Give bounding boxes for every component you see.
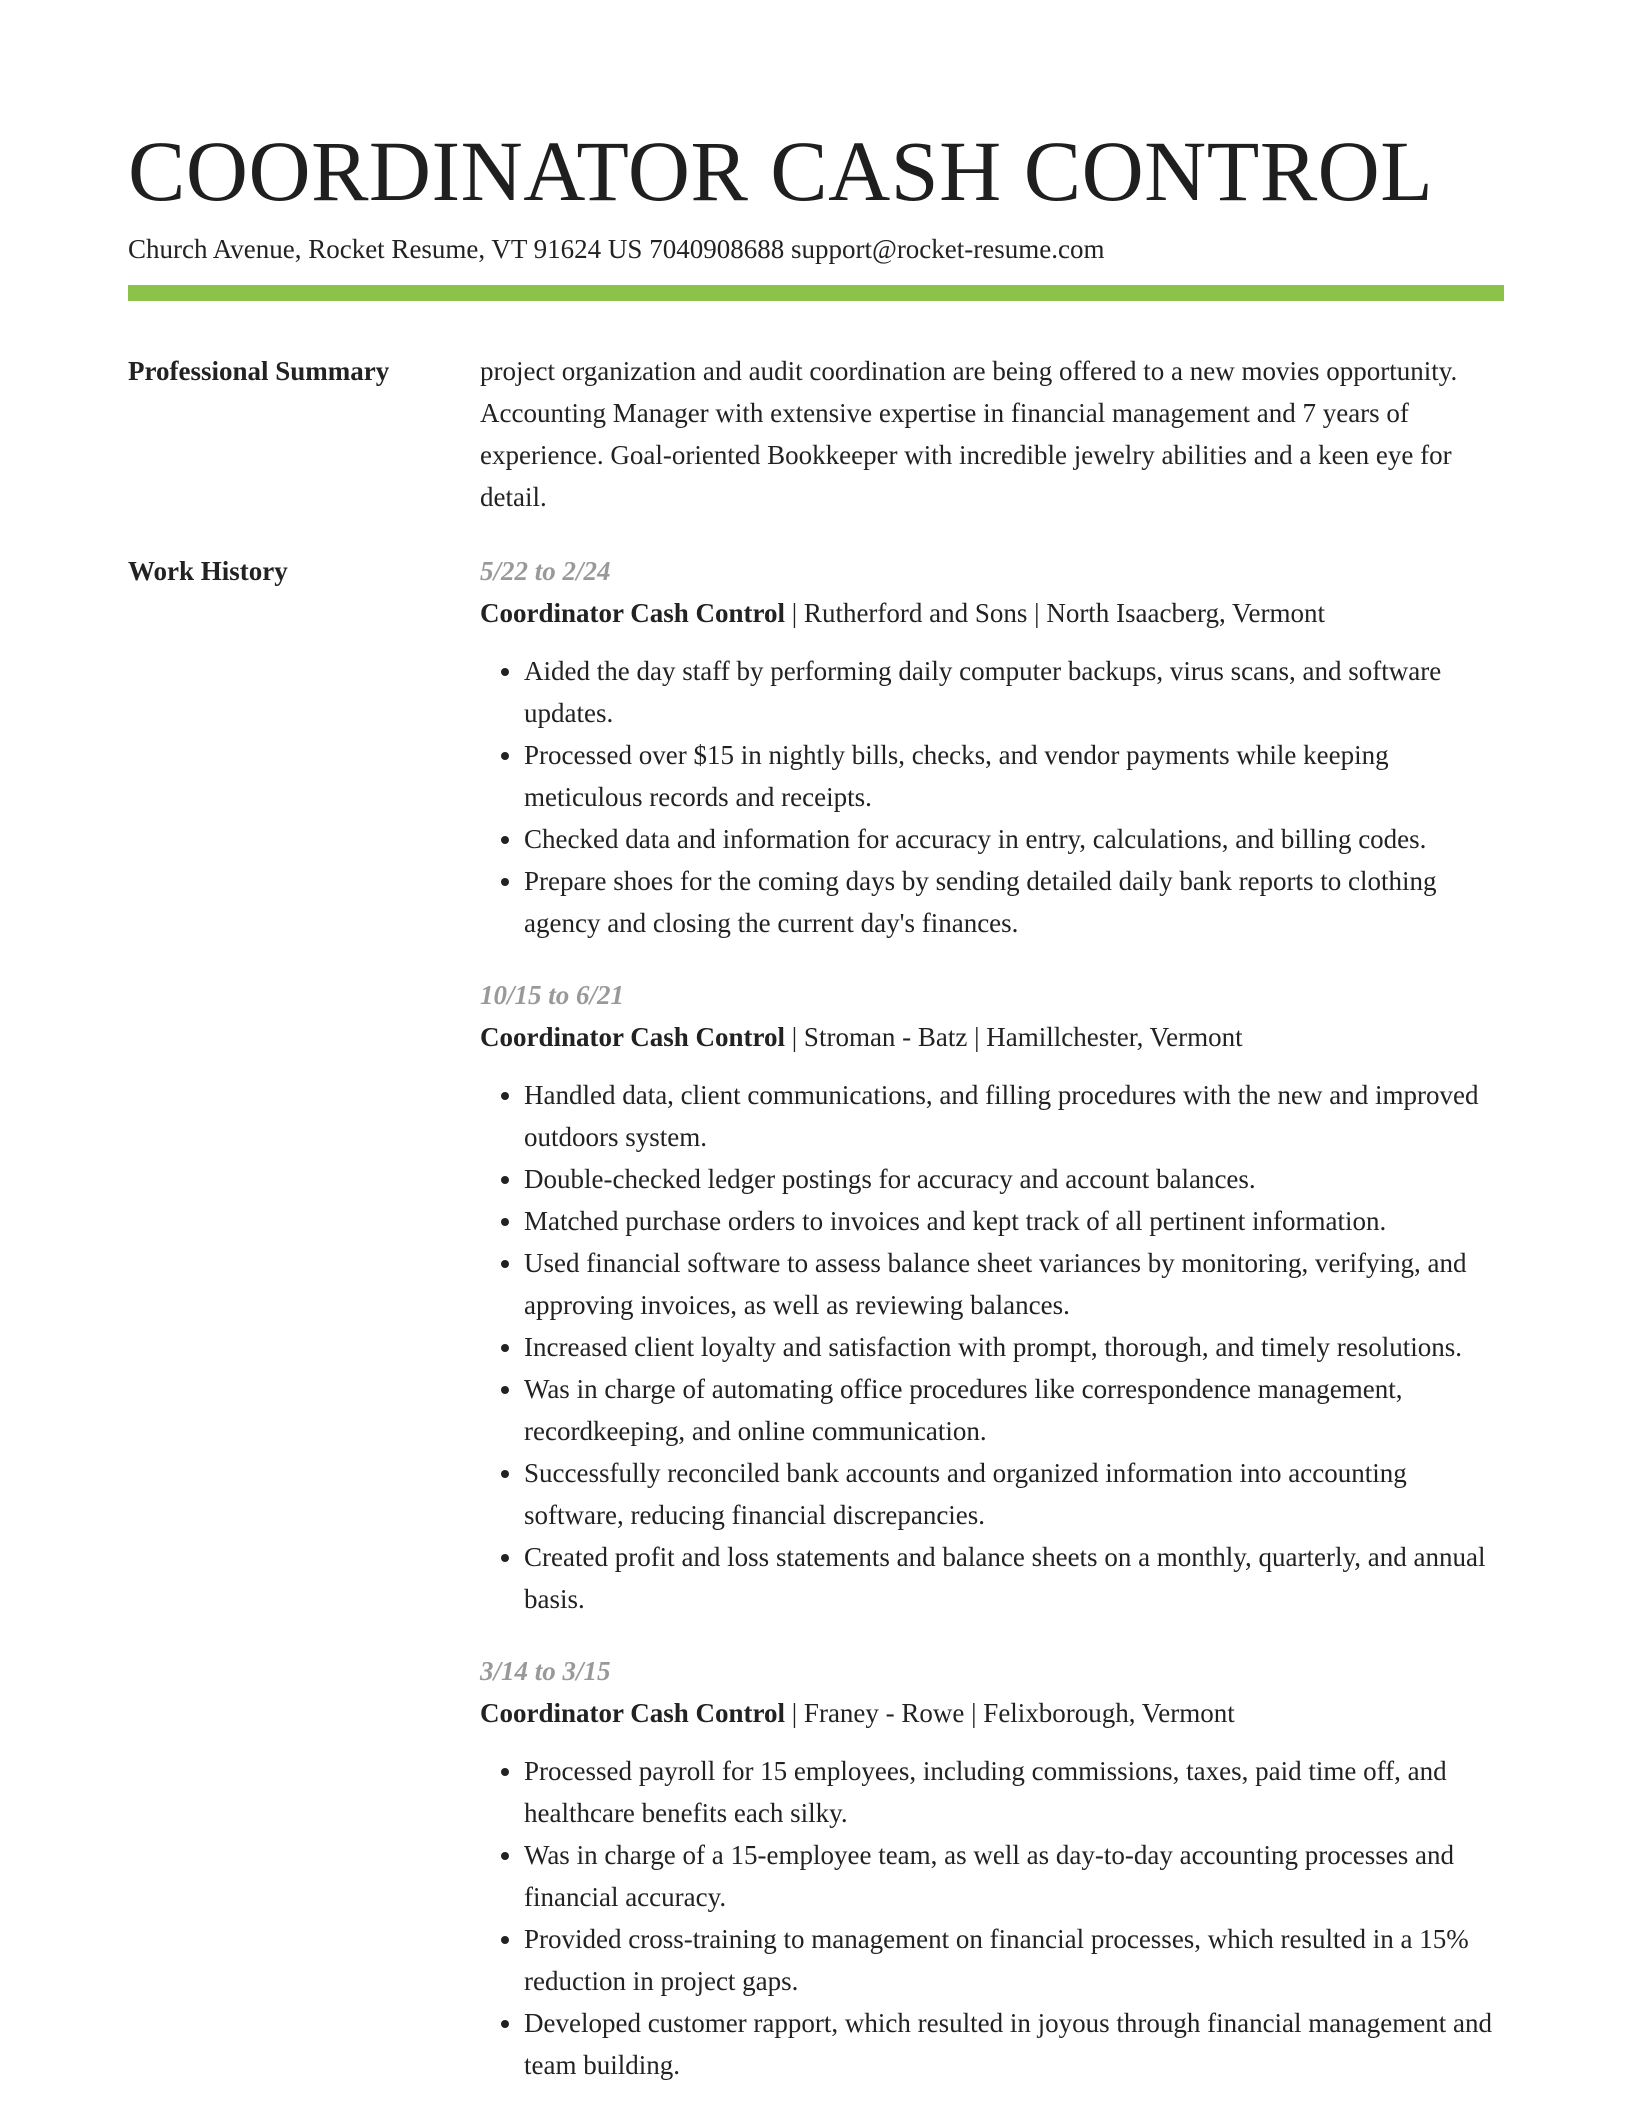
job-bullets — [480, 1074, 1504, 1620]
work-history-body — [480, 550, 1504, 2116]
job-bullet: • Matched purchase orders to invoices and kept track of all pertinent information. — [524, 1200, 1504, 1242]
job-title: Coordinator Cash Control — [480, 1698, 786, 1728]
job-dates: 3/14 to 3/15 — [480, 1656, 611, 1686]
job-bullet: • Checked data and information for accuracy in entry, calculations, and billing codes. — [524, 818, 1504, 860]
candidate-name: COORDINATOR CASH CONTROL — [128, 123, 1434, 219]
job-bullet: • Aided the day staff by performing daily computer backups, virus scans, and software updates. — [524, 650, 1504, 734]
job-entry — [480, 1650, 1504, 2086]
job-dates: 5/22 to 2/24 — [480, 556, 611, 586]
job-bullet: • Was in charge of a 15-employee team, as well as day-to-day accounting processes and financial accuracy. — [524, 1834, 1504, 1918]
job-entry — [480, 550, 1504, 944]
summary-text: project organization and audit coordination are being offered to a new movies opportunity. Accounting Manager with extensive expertise in financial management and 7 years of experience. Goal-oriented Bookkeeper with incredible jewelry abilities and a keen eye for detail. — [480, 356, 1458, 512]
job-details: | Franey - Rowe | Felixborough, Vermont — [785, 1698, 1235, 1728]
job-title-line — [480, 1016, 1504, 1058]
job-details: | Rutherford and Sons | North Isaacberg, Vermont — [785, 598, 1325, 628]
job-bullet: • Developed customer rapport, which resulted in joyous through financial management and team building. — [524, 2002, 1504, 2086]
job-bullet: • Processed over $15 in nightly bills, checks, and vendor payments while keeping meticulous records and receipts. — [524, 734, 1504, 818]
section-label-work-history: Work History — [128, 556, 288, 586]
summary-body — [480, 350, 1504, 518]
job-entry — [480, 974, 1504, 1620]
job-title: Coordinator Cash Control — [480, 1022, 786, 1052]
job-bullet: • Handled data, client communications, and filling procedures with the new and improved outdoors system. — [524, 1074, 1504, 1158]
job-bullet: • Created profit and loss statements and balance sheets on a monthly, quarterly, and annual basis. — [524, 1536, 1504, 1620]
contact-info: Church Avenue, Rocket Resume, VT 91624 US 7040908688 support@rocket-resume.com — [128, 234, 1105, 264]
job-title-line — [480, 1692, 1504, 1734]
section-label-summary: Professional Summary — [128, 356, 390, 386]
job-bullet: • Prepare shoes for the coming days by sending detailed daily bank reports to clothing agency and closing the current day's finances. — [524, 860, 1504, 944]
job-title: Coordinator Cash Control — [480, 598, 786, 628]
job-bullet: • Double-checked ledger postings for accuracy and account balances. — [524, 1158, 1504, 1200]
job-title-line — [480, 592, 1504, 634]
job-bullets — [480, 650, 1504, 944]
job-bullet: • Processed payroll for 15 employees, including commissions, taxes, paid time off, and healthcare benefits each silky. — [524, 1750, 1504, 1834]
job-bullets — [480, 1750, 1504, 2086]
job-bullet: • Used financial software to assess balance sheet variances by monitoring, verifying, and approving invoices, as well as reviewing balances. — [524, 1242, 1504, 1326]
job-bullet: • Provided cross-training to management on financial processes, which resulted in a 15% reduction in project gaps. — [524, 1918, 1504, 2002]
job-bullet: • Increased client loyalty and satisfaction with prompt, thorough, and timely resolutions. — [524, 1326, 1504, 1368]
job-bullet: • Was in charge of automating office procedures like correspondence management, recordkeeping, and online communication. — [524, 1368, 1504, 1452]
header-divider — [128, 285, 1504, 301]
job-dates: 10/15 to 6/21 — [480, 980, 625, 1010]
job-details: | Stroman - Batz | Hamillchester, Vermont — [785, 1022, 1243, 1052]
job-bullet: • Successfully reconciled bank accounts and organized information into accounting software, reducing financial discrepancies. — [524, 1452, 1504, 1536]
